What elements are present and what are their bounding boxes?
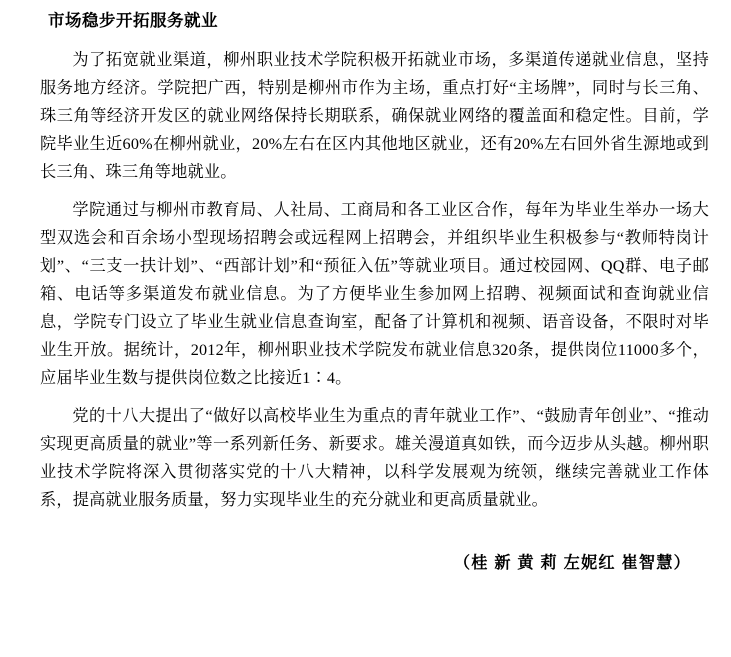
paragraph: 党的十八大提出了“做好以高校毕业生为重点的青年就业工作”、“鼓励青年创业”、“推动实现更高质量的就业”等一系列新任务、新要求。雄关漫道真如铁，而今迈步从头越。柳州职业技术学院将深入贯彻落实党的十八大精神，以科学发展观为统领，继续完善就业工作体系，提高就业服务质量，努力实现毕业生的充分就业和更高质量就业。 bbox=[40, 407, 709, 509]
paragraph: 为了拓宽就业渠道，柳州职业技术学院积极开拓就业市场，多渠道传递就业信息，坚持服务地方经济。学院把广西，特别是柳州市作为主场，重点打好“主场牌”，同时与长三角、珠三角等经济开发区的就业网络保持长期联系，确保就业网络的覆盖面和稳定性。目前，学院毕业生近60%在柳州就业，20%左右在区内其他地区就业，还有20%左右回外省生源地或到长三角、珠三角等地就业。 bbox=[40, 51, 709, 181]
page-title: 市场稳步开拓服务就业 bbox=[48, 12, 218, 30]
paragraph: 学院通过与柳州市教育局、人社局、工商局和各工业区合作，每年为毕业生举办一场大型双选会和百余场小型现场招聘会或远程网上招聘会，并组织毕业生积极参与“教师特岗计划”、“三支一扶计划”、“西部计划”和“预征入伍”等就业项目。通过校园网、QQ群、电子邮箱、电话等多渠道发布就业信息。为了方便毕业生参加网上招聘、视频面试和查询就业信息，学院专门设立了毕业生就业信息查询室，配备了计算机和视频、语音设备，不限时对毕业生开放。据统计，2012年，柳州职业技术学院发布就业信息320条，提供岗位11000多个，应届毕业生数与提供岗位数之比接近1∶4。 bbox=[40, 201, 709, 387]
document-body bbox=[40, 47, 709, 515]
author-signature: （桂 新 黄 莉 左妮红 崔智慧） bbox=[453, 553, 691, 572]
